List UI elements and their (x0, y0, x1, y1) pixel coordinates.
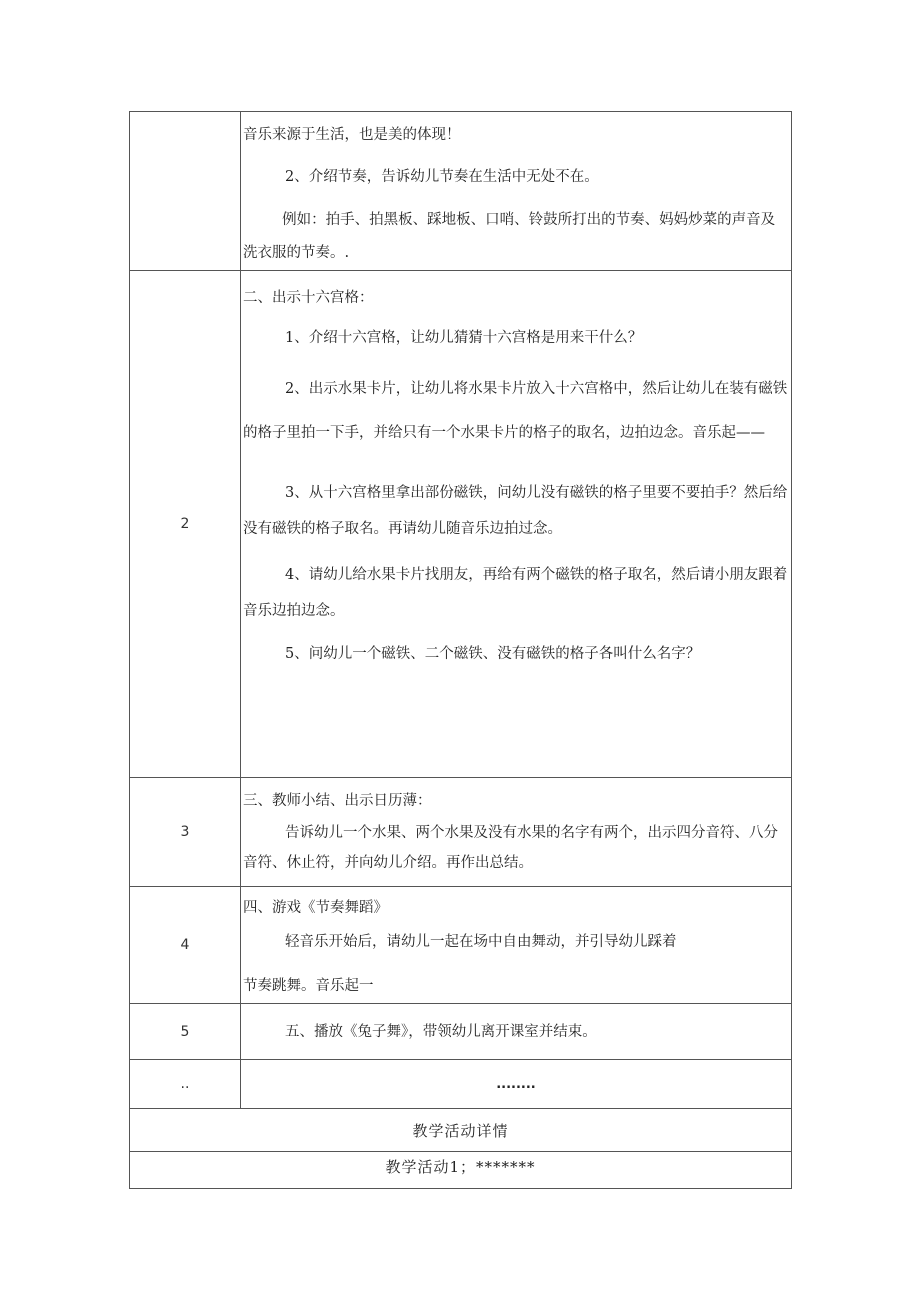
table-row (130, 1109, 792, 1152)
text-line: 告诉幼儿一个水果、两个水果及没有水果的名字有两个，出示四分音符、八分音符、休止符，并向幼儿介绍。再作出总结。 (243, 825, 779, 871)
text-line: 例如：拍手、拍黑板、踩地板、口哨、铃鼓所打出的节奏、妈妈炒菜的声音及洗衣服的节奏。. (243, 212, 776, 261)
step-content-cell (241, 778, 792, 887)
details-title: 教学活动详情 (130, 1109, 792, 1152)
text-line: 二、出示十六宫格： (243, 290, 374, 306)
step-number-cell: .. (130, 1060, 241, 1109)
table-row (130, 887, 792, 1004)
text-line: 4、请幼儿给水果卡片找朋友，再给有两个磁铁的格子取名，然后请小朋友跟着音乐边拍边念。 (243, 567, 788, 619)
text-line: 音乐来源于生活，也是美的体现！ (243, 127, 461, 143)
step-number-cell: 2 (130, 271, 241, 778)
step-content-cell (241, 1060, 792, 1109)
text-line: 5、问幼儿一个磁铁、二个磁铁、没有磁铁的格子各叫什么名字？ (285, 646, 701, 662)
lesson-plan-table (129, 111, 792, 1189)
table-row (130, 778, 792, 887)
text-line: 五、播放《兔子舞》，带领幼儿离开课室并结束。 (285, 1023, 597, 1040)
text-line: 轻音乐开始后，请幼儿一起在场中自由舞动，并引导幼儿踩着 (285, 934, 677, 950)
step-content-cell (241, 1004, 792, 1060)
text-line: 1、介绍十六宫格，让幼儿猜猜十六宫格是用来干什么？ (285, 330, 643, 346)
table-row (130, 1152, 792, 1189)
step-number-cell: 4 (130, 887, 241, 1004)
activity-title: 教学活动1；******* (130, 1152, 792, 1189)
step-number-cell: 3 (130, 778, 241, 887)
text-line: 3、从十六宫格里拿出部份磁铁，问幼儿没有磁铁的格子里要不要拍手？然后给没有磁铁的格子取名。再请幼儿随音乐边拍过念。 (243, 485, 788, 537)
step-content-cell (241, 112, 792, 271)
text-line: 2、介绍节奏，告诉幼儿节奏在生活中无处不在。 (285, 169, 599, 185)
text-line: 三、教师小结、出示日历薄： (243, 793, 432, 809)
ellipsis-text: ........ (496, 1076, 536, 1092)
text-line: 四、游戏《节奏舞蹈》 (243, 900, 388, 916)
text-line: 节奏跳舞。音乐起一 (243, 978, 374, 994)
step-number-cell (130, 112, 241, 271)
table-row (130, 271, 792, 778)
step-content-cell (241, 271, 792, 778)
step-number-cell: 5 (130, 1004, 241, 1060)
step-content-cell (241, 887, 792, 1004)
table-row (130, 112, 792, 271)
table-row (130, 1004, 792, 1060)
text-line: 2、出示水果卡片，让幼儿将水果卡片放入十六宫格中，然后让幼儿在装有磁铁的格子里拍一下手，并给只有一个水果卡片的格子的取名，边拍边念。音乐起—— (243, 381, 788, 441)
table-row (130, 1060, 792, 1109)
